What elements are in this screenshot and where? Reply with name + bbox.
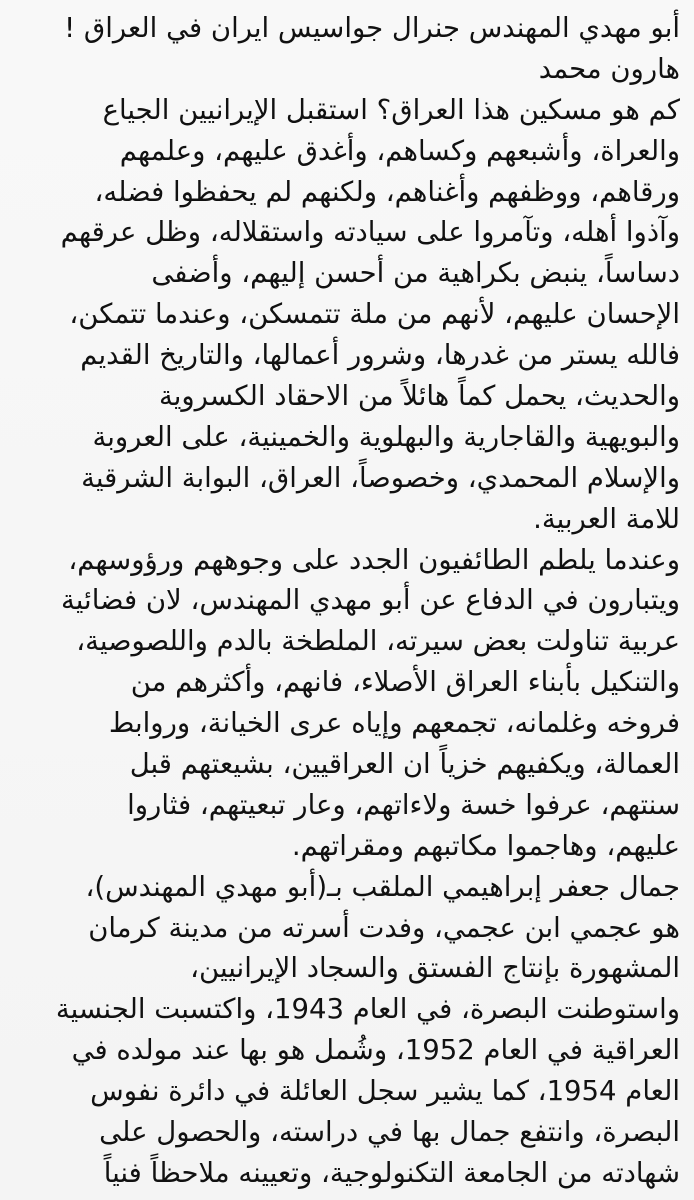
- text-line: والعراة، وأشبعهم وكساهم، وأغدق عليهم، وعلمهم: [119, 134, 680, 167]
- text-line: والإسلام المحمدي، وخصوصاً، العراق، البوابة الشرقية: [81, 461, 680, 494]
- text-line: وآذوا أهله، وتآمروا على سيادته واستقلاله، وظل عرقهم: [60, 216, 680, 249]
- text-line: الإحسان عليهم، لأنهم من ملة تتمسكن، وعندما تتمكن،: [69, 298, 680, 331]
- text-line: العمالة، ويكفيهم خزياً ان العراقيين، بشيعتهم قبل: [129, 748, 680, 781]
- text-line: هو عجمي ابن عجمي، وفدت أسرته من مدينة كرمان: [88, 911, 680, 944]
- article-text: [14, 8, 680, 1194]
- text-line: ورقاهم، ووظفهم وأغناهم، ولكنهم لم يحفظوا فضله،: [94, 175, 680, 208]
- text-line: فروخه وغلمانه، تجمعهم وإياه عرى الخيانة، وروابط: [108, 707, 680, 740]
- text-line: عربية تناولت بعض سيرته، الملطخة بالدم واللصوصية،: [76, 625, 680, 658]
- text-line: عليهم، وهاجموا مكاتبهم ومقراتهم.: [291, 829, 680, 862]
- text-line: البصرة، وانتفع جمال بها في دراسته، والحصول على: [99, 1116, 680, 1149]
- text-line: فالله يستر من غدرها، وشرور أعمالها، والتاريخ القديم: [80, 339, 680, 372]
- text-line: العام 1954، كما يشير سجل العائلة في دائرة نفوس: [90, 1075, 680, 1108]
- text-line: واستوطنت البصرة، في العام 1943، واكتسبت الجنسية: [55, 993, 680, 1026]
- text-line: والتنكيل بأبناء العراق الأصلاء، فانهم، وأكثرهم من: [130, 666, 680, 699]
- author-name: هارون محمد: [538, 52, 680, 85]
- text-line: العراقية في العام 1952، وشُمل هو بها عند مولده في: [71, 1034, 680, 1067]
- text-line: والبويهية والقاجارية والبهلوية والخمينية، على العروبة: [92, 420, 680, 453]
- text-line: دساساً، ينبض بكراهية من أحسن إليهم، وأضفى: [151, 257, 680, 290]
- text-line: المشهورة بإنتاج الفستق والسجاد الإيرانيين،: [190, 952, 680, 985]
- article-title: أبو مهدي المهندس جنرال جواسيس ايران في العراق !: [64, 12, 680, 44]
- text-line: شهادته من الجامعة التكنولوجية، وتعيينه ملاحظاً فنياً: [103, 1156, 680, 1189]
- text-line: وعندما يلطم الطائفيون الجدد على وجوههم ورؤوسهم،: [68, 543, 680, 576]
- text-line: جمال جعفر إبراهيمي الملقب بـ(أبو مهدي المهندس)،: [85, 870, 680, 903]
- text-line: كم هو مسكين هذا العراق؟ استقبل الإيرانيين الجياع: [102, 93, 680, 126]
- text-line: والحديث، يحمل كماً هائلاً من الاحقاد الكسروية: [158, 380, 680, 413]
- text-line: سنتهم، عرفوا خسة ولاءاتهم، وعار تبعيتهم، فثاروا: [127, 788, 680, 821]
- text-line: للامة العربية.: [533, 502, 680, 535]
- text-line: ويتبارون في الدفاع عن أبو مهدي المهندس، لان فضائية: [61, 584, 680, 617]
